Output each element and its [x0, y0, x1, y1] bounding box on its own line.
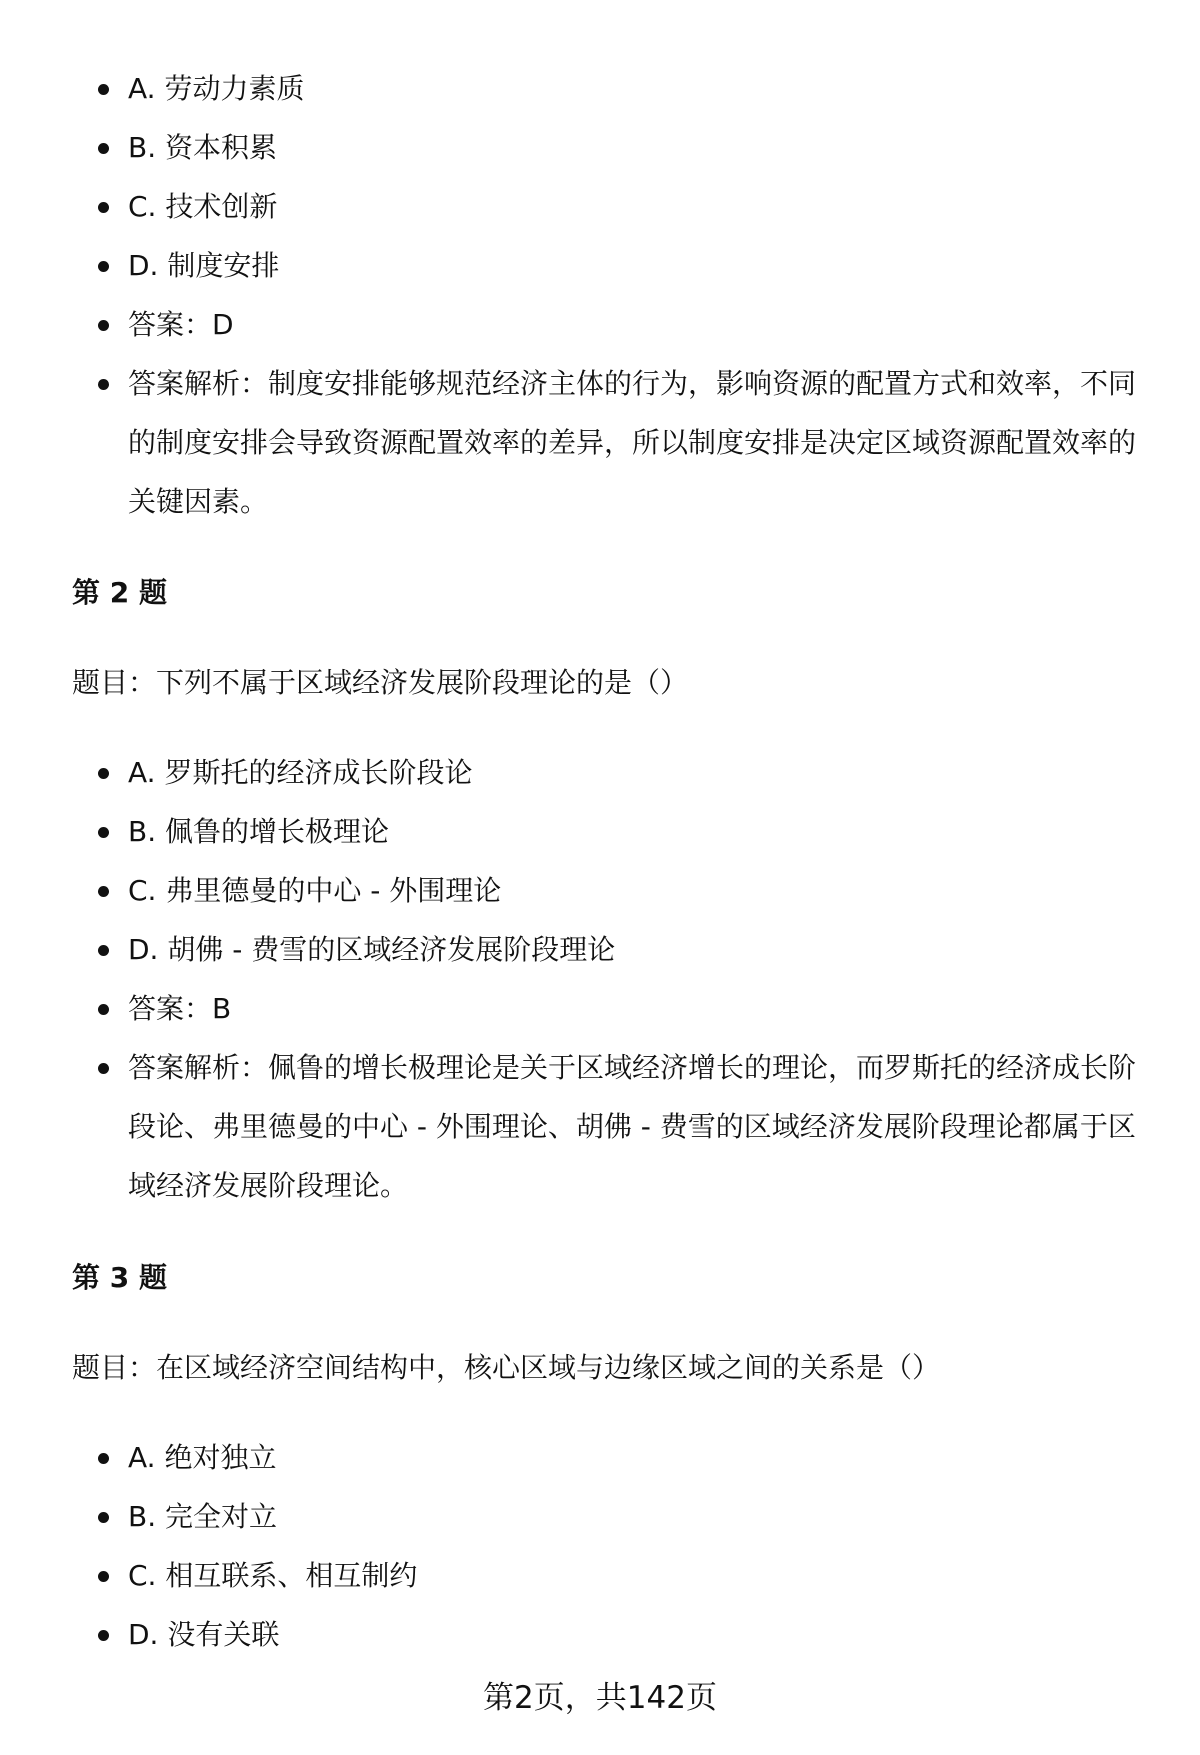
- question-2-title: 第 2 题: [72, 576, 167, 609]
- question-2-options: [72, 743, 1152, 1215]
- option-d: D. 制度安排: [72, 236, 1152, 295]
- option-list: [72, 1428, 1152, 1664]
- option-list: [72, 59, 1152, 531]
- question-3-stem: 题目：在区域经济空间结构中，核心区域与边缘区域之间的关系是（）: [72, 1351, 941, 1384]
- option-c: C. 技术创新: [72, 177, 1152, 236]
- page-number-footer: 第2页，共142页: [483, 1680, 717, 1716]
- option-a: A. 罗斯托的经济成长阶段论: [72, 743, 1152, 802]
- option-d: D. 没有关联: [72, 1605, 1152, 1664]
- question-3-title: 第 3 题: [72, 1261, 167, 1294]
- option-a: A. 绝对独立: [72, 1428, 1152, 1487]
- option-d: D. 胡佛 - 费雪的区域经济发展阶段理论: [72, 920, 1152, 979]
- question-3-options: [72, 1428, 1152, 1664]
- option-b: B. 佩鲁的增长极理论: [72, 802, 1152, 861]
- question-2-stem: 题目：下列不属于区域经济发展阶段理论的是（）: [72, 666, 689, 699]
- option-c: C. 弗里德曼的中心 - 外围理论: [72, 861, 1152, 920]
- answer: 答案：B: [72, 979, 1152, 1038]
- option-a: A. 劳动力素质: [72, 59, 1152, 118]
- answer-explanation: 答案解析：佩鲁的增长极理论是关于区域经济增长的理论，而罗斯托的经济成长阶段论、弗里德曼的中心 - 外围理论、胡佛 - 费雪的区域经济发展阶段理论都属于区域经济发展阶段理论。: [72, 1038, 1152, 1215]
- option-c: C. 相互联系、相互制约: [72, 1546, 1152, 1605]
- option-b: B. 资本积累: [72, 118, 1152, 177]
- option-b: B. 完全对立: [72, 1487, 1152, 1546]
- option-list: [72, 743, 1152, 1215]
- answer: 答案：D: [72, 295, 1152, 354]
- question-1-options: [72, 59, 1152, 531]
- answer-explanation: 答案解析：制度安排能够规范经济主体的行为，影响资源的配置方式和效率，不同的制度安排会导致资源配置效率的差异，所以制度安排是决定区域资源配置效率的关键因素。: [72, 354, 1152, 531]
